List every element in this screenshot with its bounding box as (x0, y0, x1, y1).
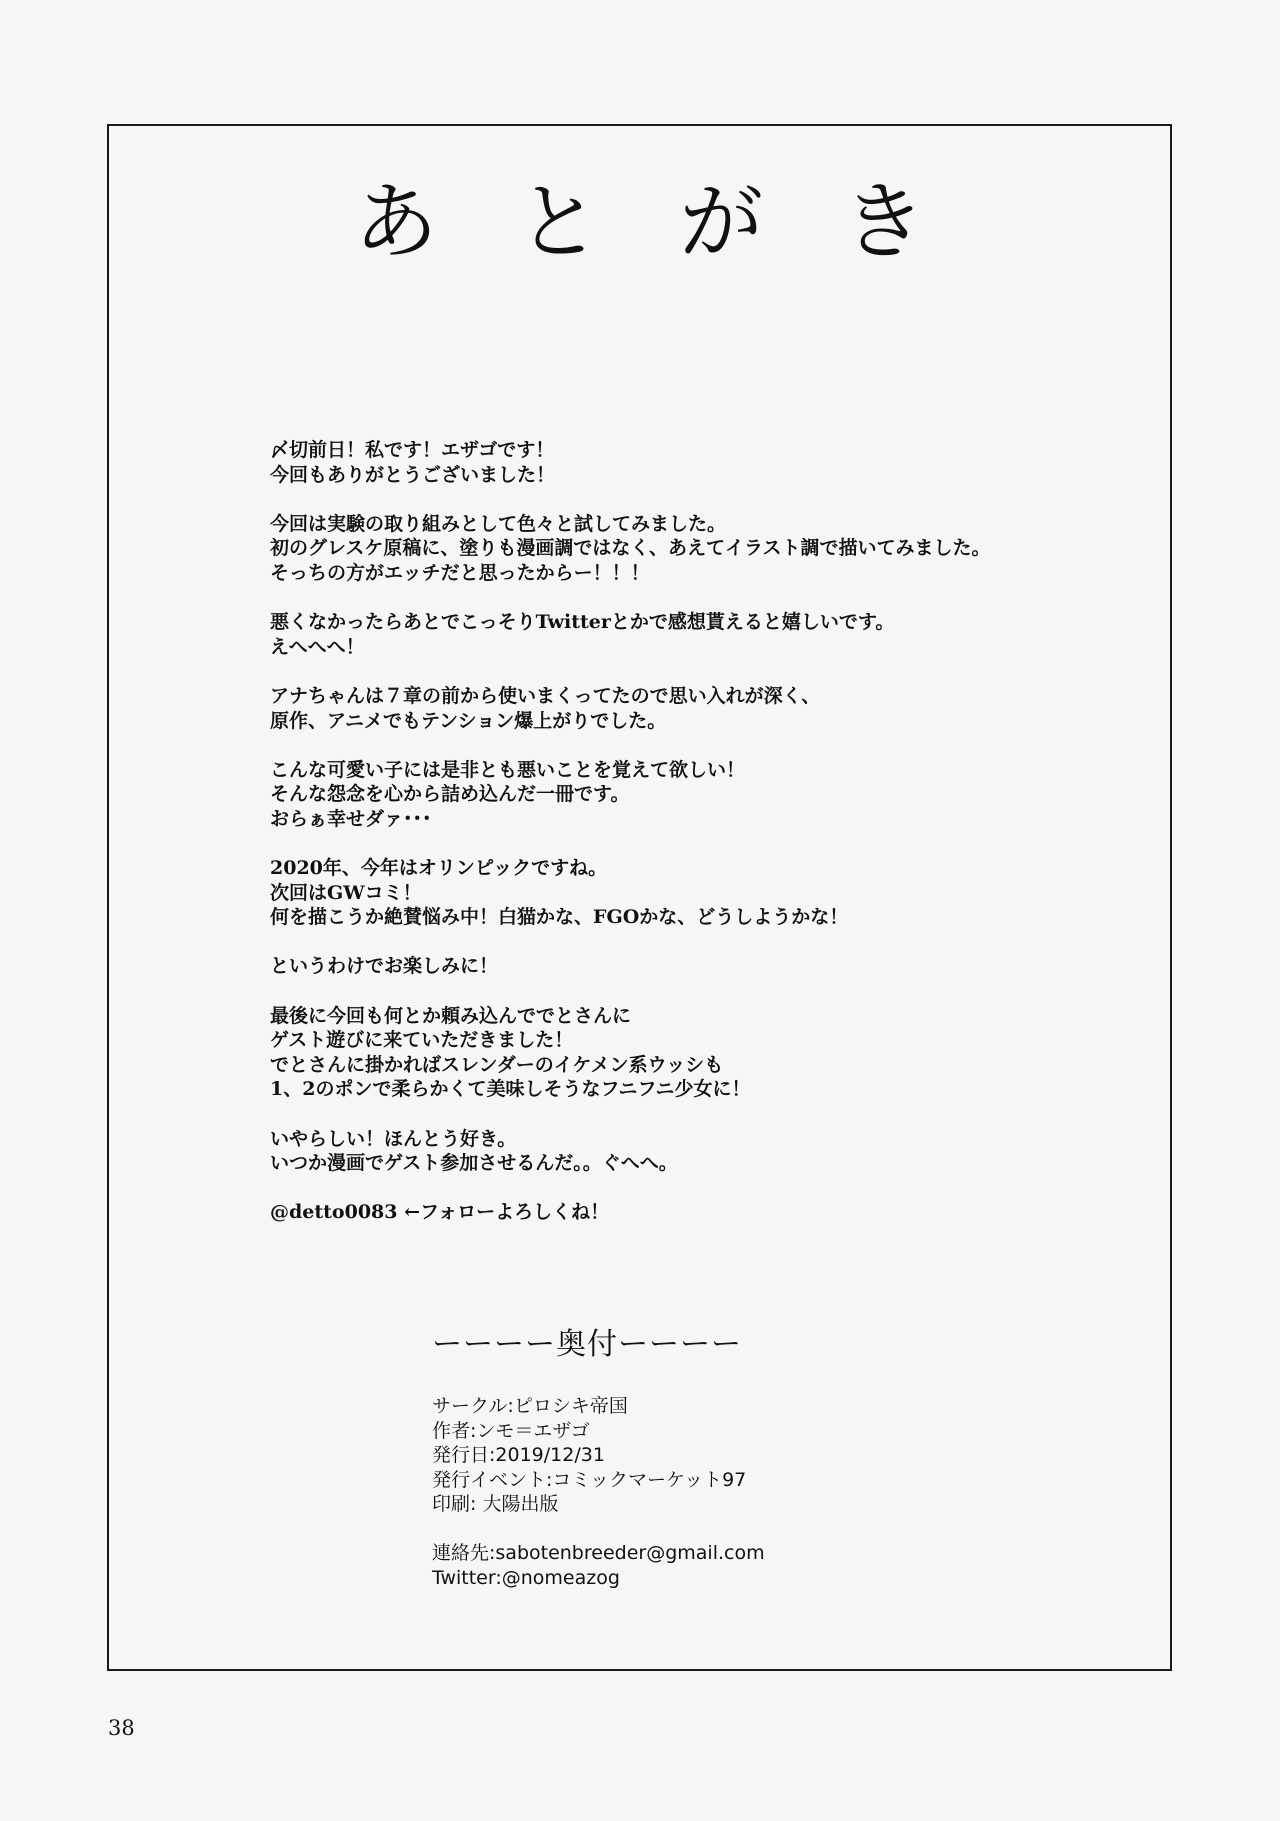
text-line: 1、2のポンで柔らかくて美味しそうなフニフニ少女に！ (270, 1078, 751, 1101)
text-line: そっちの方がエッチだと思ったからー！！！ (270, 561, 650, 584)
afterword-title: あ と が き (353, 173, 953, 271)
paragraph (270, 610, 1090, 659)
text-line: 〆切前日！私です！エザゴです！ (270, 439, 555, 461)
text-line: ゲスト遊びに来ていただきました！ (270, 1029, 574, 1052)
colophon-date: 発行日:2019/12/31 (432, 1444, 605, 1466)
paragraph (270, 758, 1090, 832)
text-line: 初のグレスケ原稿に、塗りも漫画調ではなく、あえてイラスト調で描いてみました。 (270, 537, 991, 560)
text-line: そんな怨念を心から詰め込んだ一冊です。 (270, 783, 630, 806)
text-line: こんな可愛い子には是非とも悪いことを覚えて欲しい！ (270, 758, 746, 781)
text-line: 最後に今回も何とか頼み込んででとさんに (270, 1004, 632, 1027)
twitter-handle-line: @detto0083 ←フォローよろしくね！ (270, 1201, 610, 1224)
paragraph (270, 954, 1090, 979)
paragraph (270, 1200, 1090, 1225)
text-line: 原作、アニメでもテンション爆上がりでした。 (270, 709, 667, 732)
text-line: 今回もありがとうございました！ (270, 463, 556, 486)
text-line: アナちゃんは７章の前から使いまくってたので思い入れが深く、 (270, 684, 821, 707)
colophon-printer: 印刷: 大陽出版 (432, 1493, 559, 1515)
paragraph (270, 438, 1090, 487)
page-number: 38 (108, 1716, 135, 1740)
colophon-circle: サークル:ピロシキ帝国 (432, 1395, 628, 1417)
text-line: というわけでお楽しみに！ (270, 955, 499, 978)
paragraph (270, 684, 1090, 733)
colophon-header: ーーーー奥付ーーーー (432, 1327, 742, 1362)
text-line: いやらしい！ほんとう好き。 (270, 1127, 517, 1150)
text-line: えへへへ！ (270, 635, 365, 658)
text-line: 何を描こうか絶賛悩み中！白猫かな、FGOかな、どうしようかな！ (270, 906, 849, 929)
text-line: でとさんに掛かればスレンダーのイケメン系ウッシも (270, 1053, 724, 1076)
spacer (432, 1517, 765, 1542)
paragraph (270, 1127, 1090, 1176)
paragraph (270, 1004, 1090, 1102)
colophon-contact: 連絡先:sabotenbreeder@gmail.com (432, 1542, 765, 1564)
colophon-author: 作者:ンモ＝エザゴ (432, 1419, 590, 1442)
text-line: 2020年、今年はオリンピックですね。 (270, 857, 608, 880)
colophon-twitter: Twitter:@nomeazog (432, 1566, 620, 1589)
text-line: おらぁ幸せダァ･･･ (270, 807, 432, 830)
text-line: いつか漫画でゲスト参加させるんだ。。ぐへへ。 (270, 1152, 678, 1175)
colophon (432, 1394, 765, 1590)
afterword-body (270, 438, 1090, 1225)
text-line: 悪くなかったらあとでこっそりTwitterとかで感想貰えると嬉しいです。 (270, 611, 895, 634)
paragraph (270, 856, 1090, 930)
text-line: 次回はGWコミ！ (270, 881, 422, 904)
text-line: 今回は実験の取り組みとして色々と試してみました。 (270, 512, 727, 535)
colophon-event: 発行イベント:コミックマーケット97 (432, 1468, 747, 1491)
paragraph (270, 512, 1090, 586)
